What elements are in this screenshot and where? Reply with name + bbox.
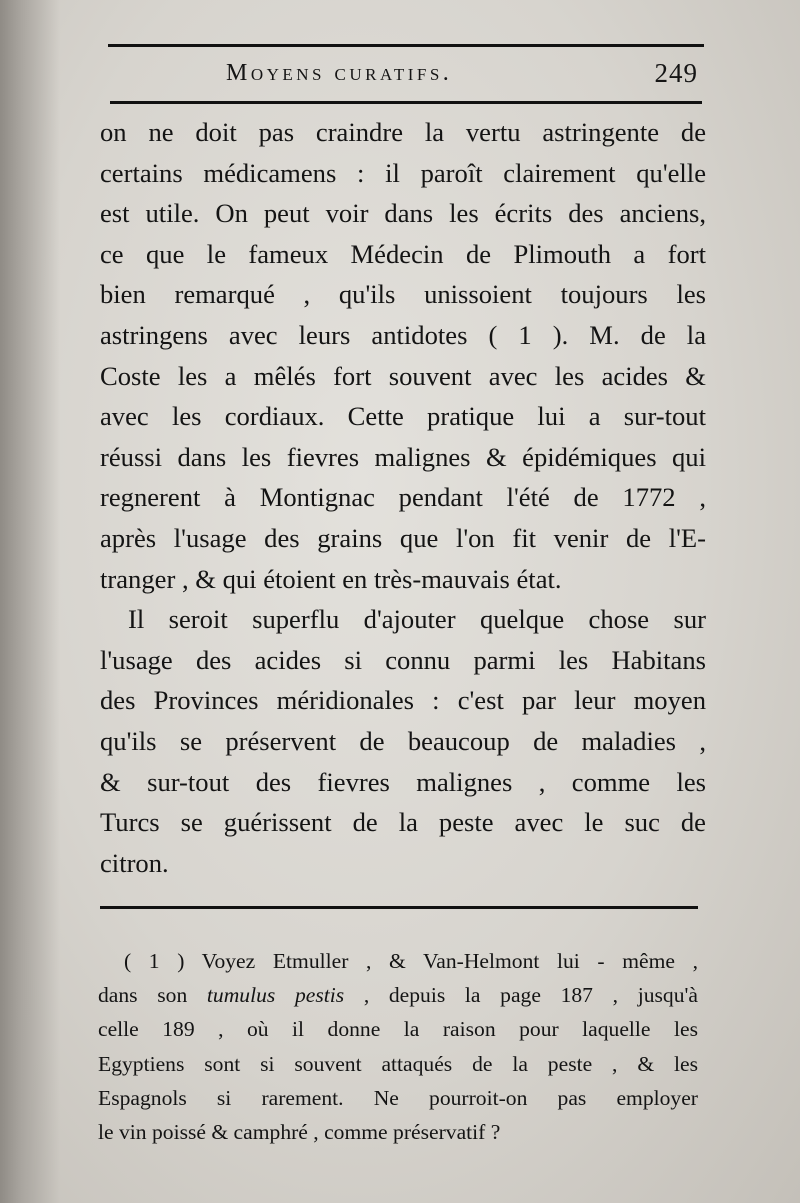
text-line: astringens avec leurs antidotes ( 1 ). M. de la xyxy=(100,319,706,350)
footnote-text: , depuis la page 187 , jusqu'à xyxy=(344,983,698,1008)
text-line: est utile. On peut voir dans les écrits des anciens, xyxy=(100,198,706,229)
footnote-line: Espagnols si rarement. Ne pourroit-on pas employer xyxy=(98,1085,698,1110)
text-line: on ne doit pas craindre la vertu astringente de xyxy=(100,117,706,147)
footnote xyxy=(98,944,698,1149)
footnote-text: dans son xyxy=(98,983,207,1008)
footnote-line: Egyptiens sont si souvent attaqués de la peste , & les xyxy=(98,1051,698,1076)
text-line: bien remarqué , qu'ils unissoient toujours les xyxy=(100,279,706,310)
footnote-line: ( 1 ) Voyez Etmuller , & Van-Helmont lui - même , xyxy=(124,949,698,973)
header-rule-top xyxy=(108,44,704,47)
page-number: 249 xyxy=(654,58,698,88)
text-line: Coste les a mêlés fort souvent avec les acides & xyxy=(100,360,706,391)
text-line: après l'usage des grains que l'on fit venir de l'E- xyxy=(100,522,706,553)
text-line: Il seroit superflu d'ajouter quelque chose sur xyxy=(128,604,706,635)
text-line: certains médicamens : il paroît clairement qu'elle xyxy=(100,157,706,188)
body-text xyxy=(100,112,706,883)
text-line: & sur-tout des fievres malignes , comme les xyxy=(100,766,706,797)
binding-gutter xyxy=(0,0,60,1203)
text-line: regnerent à Montignac pendant l'été de 1772 , xyxy=(100,482,706,513)
text-line: réussi dans les fievres malignes & épidémiques qui xyxy=(100,441,706,472)
header-rule-bottom xyxy=(110,101,702,104)
footnote-italic-title: tumulus pestis xyxy=(206,983,345,1008)
text-line: tranger , & qui étoient en très-mauvais état. xyxy=(100,563,562,594)
text-line: citron. xyxy=(100,847,169,878)
text-line: Turcs se guérissent de la peste avec le suc de xyxy=(100,807,706,838)
text-line: avec les cordiaux. Cette pratique lui a sur-tout xyxy=(100,401,706,432)
text-line: qu'ils se préservent de beaucoup de maladies , xyxy=(100,725,706,756)
running-title: Moyens curatifs. xyxy=(226,60,453,86)
text-line: l'usage des acides si connu parmi les Habitans xyxy=(100,644,706,675)
running-head xyxy=(108,56,704,96)
text-line: ce que le fameux Médecin de Plimouth a fort xyxy=(100,238,706,269)
text-line: des Provinces méridionales : c'est par leur moyen xyxy=(100,685,706,716)
footnote-line xyxy=(98,978,698,1012)
footnote-line: celle 189 , où il donne la raison pour laquelle les xyxy=(98,1017,698,1042)
footnote-line: le vin poissé & camphré , comme préservatif ? xyxy=(98,1120,501,1145)
footnote-rule xyxy=(100,906,698,909)
